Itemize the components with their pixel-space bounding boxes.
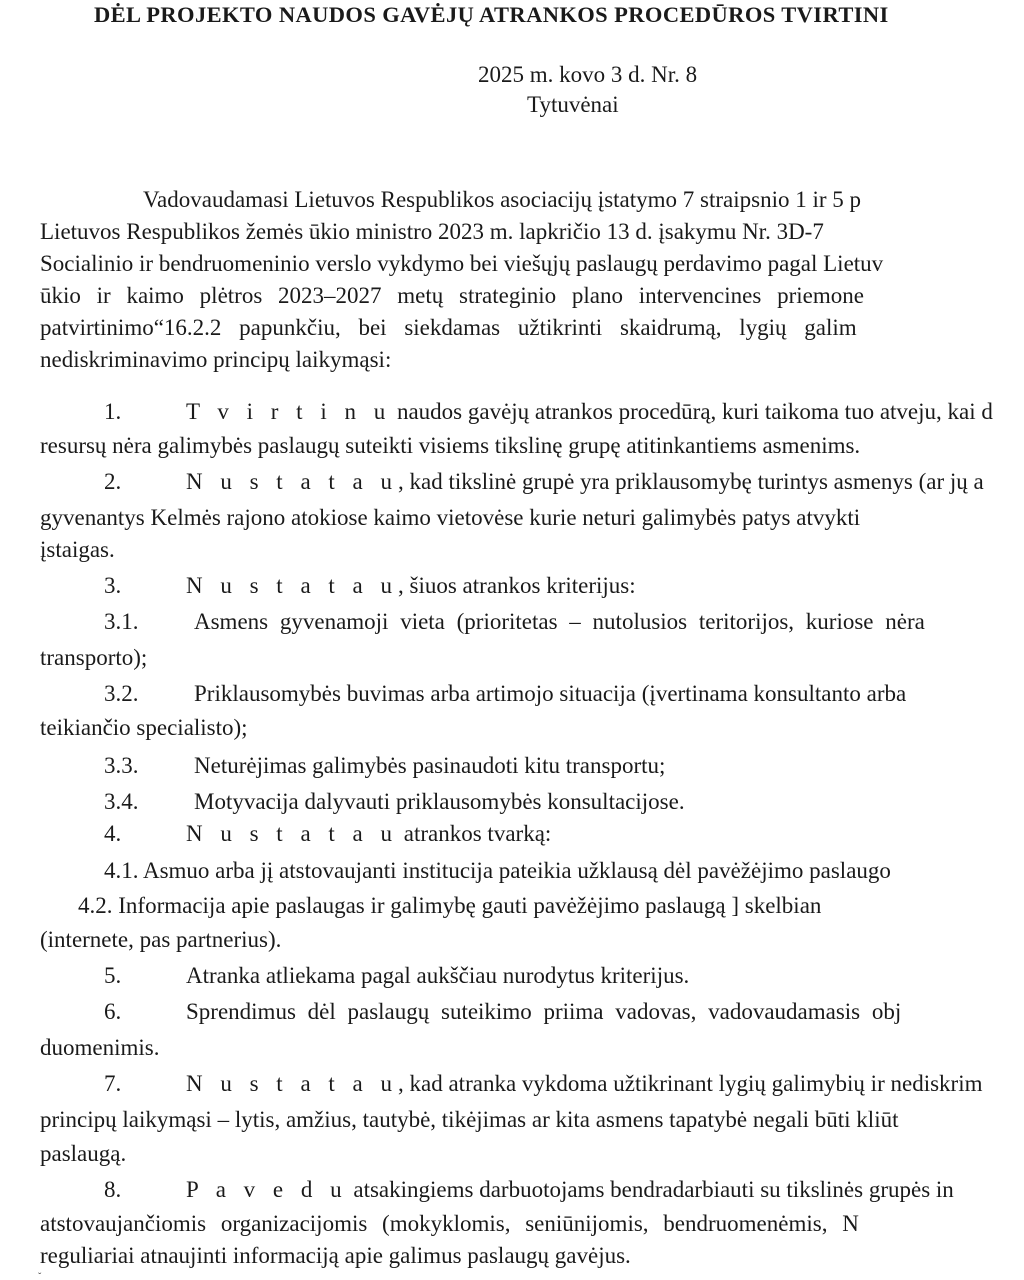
item-5-line bbox=[104, 960, 690, 992]
document-place: Tytuvėnai bbox=[527, 92, 619, 117]
item-1-text: naudos gavėjų atrankos procedūrą, kuri taikoma tuo atveju, kai d bbox=[391, 399, 993, 424]
item-4-verb: N u s t a t a u bbox=[186, 821, 399, 846]
scan-mark: ˇ bbox=[38, 1272, 42, 1280]
item-7-line bbox=[104, 1068, 983, 1100]
item-6-continuation: duomenimis. bbox=[40, 1035, 160, 1060]
preamble-line-4: ūkio ir kaimo plėtros 2023–2027 metų strateginio plano intervencines priemone bbox=[40, 283, 864, 308]
item-4-2-line: 4.2. Informacija apie paslaugas ir galimybę gauti pavėžėjimo paslaugą ] skelbian bbox=[78, 893, 822, 918]
item-7-continuation-1: principų laikymąsi – lytis, amžius, tautybė, tikėjimas ar kita asmens tapatybė negali būti kliūt bbox=[40, 1107, 899, 1132]
item-2-continuation-2: įstaigas. bbox=[40, 537, 115, 562]
item-4-text: atrankos tvarką: bbox=[398, 821, 552, 846]
item-3-3-text: Neturėjimas galimybės pasinaudoti kitu transportu; bbox=[194, 753, 666, 778]
item-2-text: , kad tikslinė grupė yra priklausomybę turintys asmenys (ar jų a bbox=[398, 469, 984, 494]
item-6-number: 6. bbox=[104, 999, 122, 1024]
item-3-4-text: Motyvacija dalyvauti priklausomybės konsultacijose. bbox=[194, 789, 685, 814]
item-5-number: 5. bbox=[104, 963, 122, 988]
item-1-continuation: resursų nėra galimybės paslaugų suteikti visiems tikslinę grupę atitinkantiems asmenims. bbox=[40, 433, 861, 458]
item-1-line bbox=[104, 396, 993, 428]
item-3-text: , šiuos atrankos kriterijus: bbox=[398, 573, 636, 598]
item-3-1-line bbox=[104, 606, 925, 638]
item-3-verb: N u s t a t a u bbox=[186, 573, 399, 598]
item-7-continuation-2: paslaugą. bbox=[40, 1141, 127, 1166]
item-3-2-line bbox=[104, 678, 907, 710]
item-1-verb: T v i r t i n u bbox=[186, 399, 392, 424]
item-1-number: 1. bbox=[104, 399, 122, 424]
item-8-text: atsakingiems darbuotojams bendradarbiauti su tikslinės grupės in bbox=[347, 1177, 954, 1202]
preamble-line-5: patvirtinimo“16.2.2 papunkčiu, bei siekdamas užtikrinti skaidrumą, lygių galim bbox=[40, 315, 857, 340]
item-3-1-number: 3.1. bbox=[104, 609, 139, 634]
item-3-3-number: 3.3. bbox=[104, 753, 139, 778]
item-6-line bbox=[104, 996, 902, 1028]
item-3-4-number: 3.4. bbox=[104, 789, 139, 814]
item-2-verb: N u s t a t a u bbox=[186, 469, 399, 494]
item-3-1-continuation: transporto); bbox=[40, 645, 148, 670]
item-7-verb: N u s t a t a u bbox=[186, 1071, 399, 1096]
item-8-continuation-2: reguliariai atnaujinti informaciją apie galimus paslaugų gavėjus. bbox=[40, 1243, 631, 1268]
item-3-2-number: 3.2. bbox=[104, 681, 139, 706]
item-7-text: , kad atranka vykdoma užtikrinant lygių galimybių ir nediskrim bbox=[398, 1071, 983, 1096]
preamble-line-6: nediskriminavimo principų laikymąsi: bbox=[40, 347, 392, 372]
item-4-line bbox=[104, 818, 552, 850]
item-3-2-continuation: teikiančio specialisto); bbox=[40, 715, 248, 740]
item-6-text: Sprendimus dėl paslaugų suteikimo priima vadovas, vadovaudamasis obj bbox=[186, 999, 902, 1024]
item-3-number: 3. bbox=[104, 573, 122, 598]
document-date: 2025 m. kovo 3 d. Nr. 8 bbox=[478, 62, 698, 87]
item-7-number: 7. bbox=[104, 1071, 122, 1096]
item-4-number: 4. bbox=[104, 821, 122, 846]
item-3-line bbox=[104, 570, 636, 602]
item-3-4-line bbox=[104, 786, 685, 818]
item-4-2-continuation: (internete, pas partnerius). bbox=[40, 927, 282, 952]
item-8-number: 8. bbox=[104, 1177, 122, 1202]
preamble-line-1: Vadovaudamasi Lietuvos Respublikos asociacijų įstatymo 7 straipsnio 1 ir 5 p bbox=[143, 187, 862, 212]
item-3-1-text: Asmens gyvenamoji vieta (prioritetas – nutolusios teritorijos, kuriose nėra bbox=[194, 609, 925, 634]
item-2-line bbox=[104, 466, 984, 498]
item-2-continuation-1: gyvenantys Kelmės rajono atokiose kaimo vietovėse kurie neturi galimybės patys atvykti bbox=[40, 505, 861, 530]
item-3-3-line bbox=[104, 750, 666, 782]
preamble-line-3: Socialinio ir bendruomeninio verslo vykdymo bei viešųjų paslaugų perdavimo pagal Lietuv bbox=[40, 251, 884, 276]
item-5-text: Atranka atliekama pagal aukščiau nurodytus kriterijus. bbox=[186, 963, 690, 988]
item-3-2-text: Priklausomybės buvimas arba artimojo situacija (įvertinama konsultanto arba bbox=[194, 681, 907, 706]
item-4-1-line: 4.1. Asmuo arba jį atstovaujanti institucija pateikia užklausą dėl pavėžėjimo paslaugo bbox=[104, 858, 891, 883]
item-8-line bbox=[104, 1174, 954, 1206]
preamble-line-2: Lietuvos Respublikos žemės ūkio ministro 2023 m. lapkričio 13 d. įsakymu Nr. 3D-7 bbox=[40, 219, 824, 244]
item-8-continuation-1: atstovaujančiomis organizacijomis (mokyklomis, seniūnijomis, bendruomenėmis, N bbox=[40, 1211, 859, 1236]
item-2-number: 2. bbox=[104, 469, 122, 494]
item-8-verb: P a v e d u bbox=[186, 1177, 348, 1202]
document-title: DĖL PROJEKTO NAUDOS GAVĖJŲ ATRANKOS PROCEDŪROS TVIRTINI bbox=[94, 2, 889, 27]
